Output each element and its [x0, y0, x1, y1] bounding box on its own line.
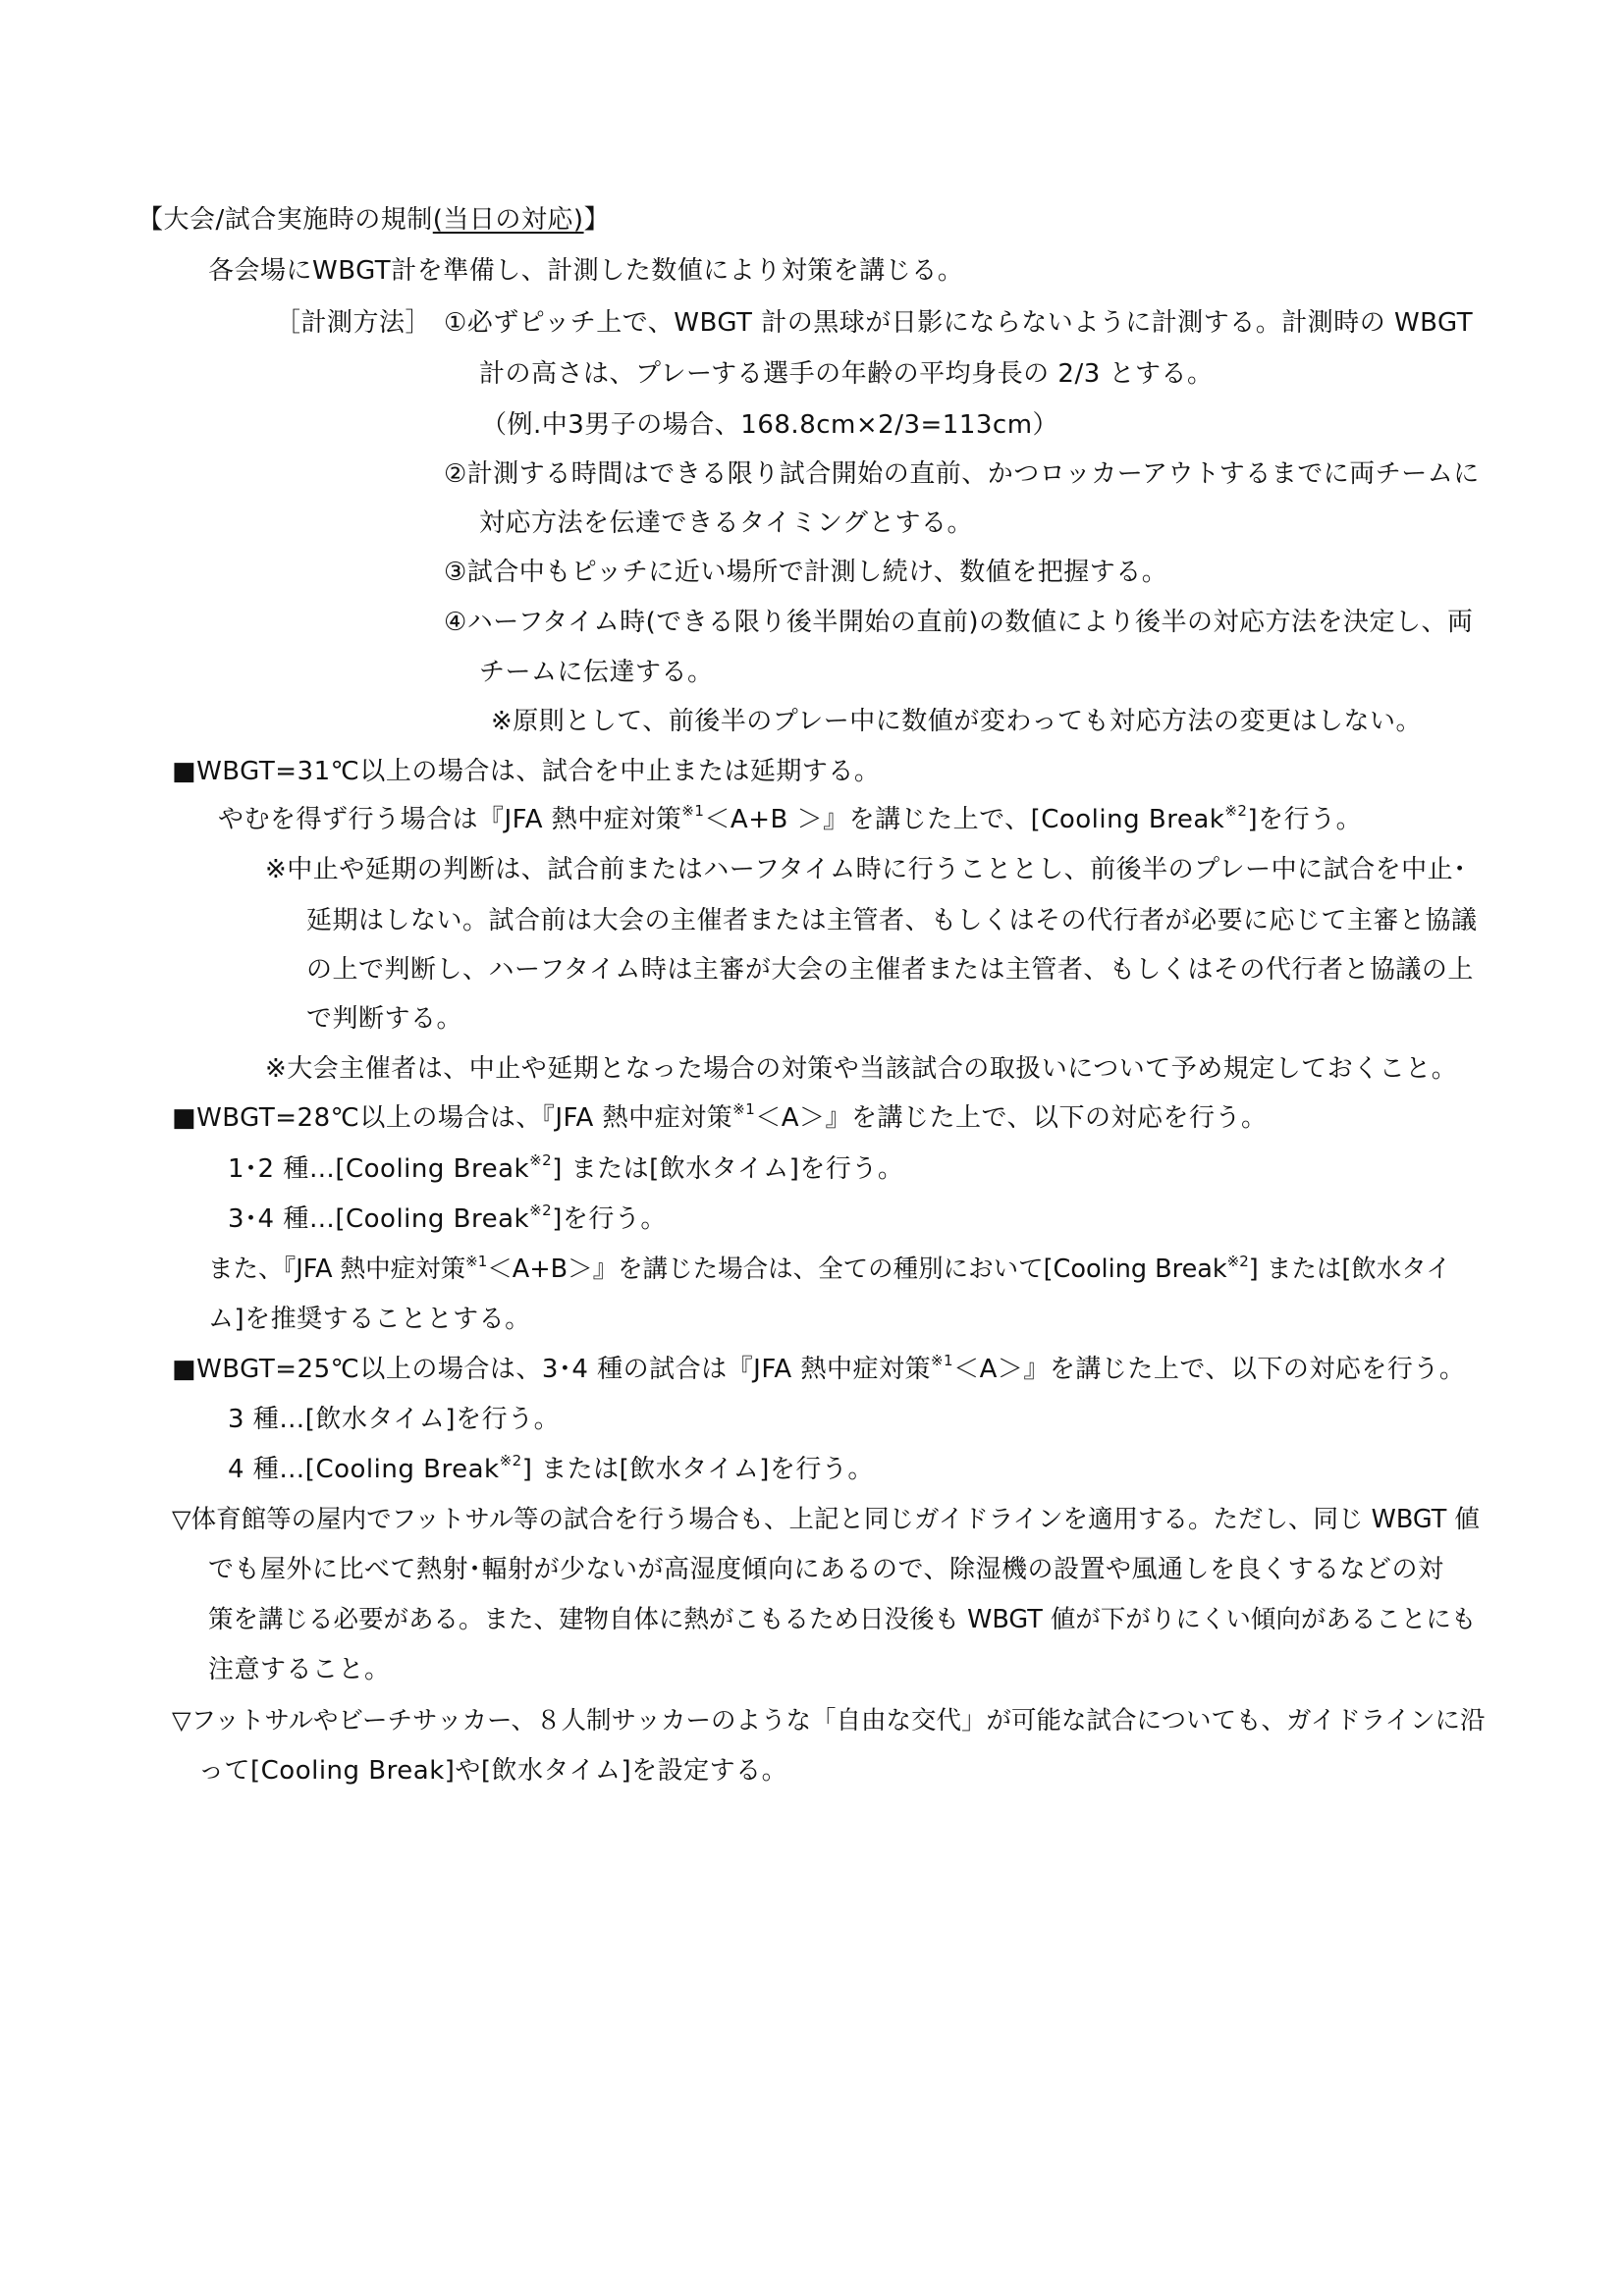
wbgt31-note1-line3: の上で判断し、ハーフタイム時は主審が大会の主催者または主管者、もしくはその代行者と協議の上: [306, 955, 1474, 985]
wbgt31-note1-line2: 延期はしない。試合前は大会の主催者または主管者、もしくはその代行者が必要に応じて主審と協議: [306, 906, 1478, 935]
wbgt31-line1: やむを得ず行う場合は『JFA 熱中症対策$^{※1}$＜A+B ＞』を講じた上で、[Cooling Break$^{※2}$]を行う。: [218, 802, 1363, 834]
indoor-line4: 注意すること。: [208, 1655, 391, 1684]
method-item3: ③試合中もピッチに近い場所で計測し続け、数値を把握する。: [444, 558, 1168, 587]
wbgt31-note1-line4: で判断する。: [306, 1004, 463, 1034]
wbgt28-also-line1: また、『JFA 熱中症対策$^{※1}$＜A+B＞』を講じた場合は、全ての種別において[Cooling Break$^{※2}$] または[飲水タイ: [208, 1252, 1451, 1284]
wbgt28-category-34: 3･4 種…[Cooling Break$^{※2}$]を行う。: [228, 1201, 667, 1234]
method-item1-example: （例.中3男子の場合、168.8cm×2/3=113cm）: [481, 410, 1059, 440]
method-item1-line2: 計の高さは、プレーする選手の年齢の平均身長の 2/3 とする。: [479, 359, 1214, 389]
wbgt25-title: ■WBGT=25℃以上の場合は、3･4 種の試合は『JFA 熱中症対策$^{※1}$＜A＞』を講じた上で、以下の対応を行う。: [172, 1352, 1466, 1384]
method-note: ※原則として、前後半のプレー中に数値が変わっても対応方法の変更はしない。: [491, 707, 1422, 736]
method-item2-line1: ②計測する時間はできる限り試合開始の直前、かつロッカーアウトするまでに両チームに: [444, 459, 1480, 489]
heading-underlined: (当日の対応): [432, 205, 584, 235]
free-sub-line1: ▽フットサルやビーチサッカー、８人制サッカーのような「自由な交代」が可能な試合についても、ガイドラインに沿: [172, 1706, 1486, 1735]
wbgt31-title: ■WBGT=31℃以上の場合は、試合を中止または延期する。: [172, 757, 881, 786]
wbgt25-category-4: 4 種…[Cooling Break$^{※2}$] または[飲水タイム]を行う。: [228, 1452, 874, 1484]
wbgt28-category-12: 1･2 種…[Cooling Break$^{※2}$] または[飲水タイム]を行う。: [228, 1151, 904, 1184]
indoor-line2: でも屋外に比べて熱射･輻射が少ないが高湿度傾向にあるので、除湿機の設置や風通しを良くするなどの対: [208, 1555, 1444, 1584]
method-item2-line2: 対応方法を伝達できるタイミングとする。: [479, 508, 973, 538]
wbgt31-note2: ※大会主催者は、中止や延期となった場合の対策や当該試合の取扱いについて予め規定しておくこと。: [265, 1054, 1458, 1084]
method-item4-line2: チームに伝達する。: [479, 658, 714, 687]
wbgt25-category-3: 3 種…[飲水タイム]を行う。: [228, 1405, 561, 1434]
wbgt28-also-line2: ム]を推奨することとする。: [208, 1305, 531, 1334]
indoor-line1: ▽体育館等の屋内でフットサル等の試合を行う場合も、上記と同じガイドラインを適用する。ただし、同じ WBGT 値: [172, 1505, 1480, 1534]
free-sub-line2: って[Cooling Break]や[飲水タイム]を設定する。: [198, 1756, 788, 1786]
wbgt28-title: ■WBGT=28℃以上の場合は、『JFA 熱中症対策$^{※1}$＜A＞』を講じた上で、以下の対応を行う。: [172, 1100, 1268, 1133]
intro-text: 各会場にWBGT計を準備し、計測した数値により対策を講じる。: [208, 256, 964, 286]
method-item4-line1: ④ハーフタイム時(できる限り後半開始の直前)の数値により後半の対応方法を決定し、両: [444, 608, 1474, 637]
method-label: ［計測方法］: [275, 308, 432, 338]
indoor-line3: 策を講じる必要がある。また、建物自体に熱がこもるため日没後も WBGT 値が下がりにくい傾向があることにも: [208, 1605, 1477, 1634]
method-item1-line1: ①必ずピッチ上で、WBGT 計の黒球が日影にならないように計測する。計測時の WBGT: [444, 308, 1474, 338]
section-heading: 【大会/試合実施時の規制(当日の対応)】: [137, 205, 611, 235]
wbgt31-note1-line1: ※中止や延期の判断は、試合前またはハーフタイム時に行うこととし、前後半のプレー中に試合を中止･: [265, 855, 1467, 884]
